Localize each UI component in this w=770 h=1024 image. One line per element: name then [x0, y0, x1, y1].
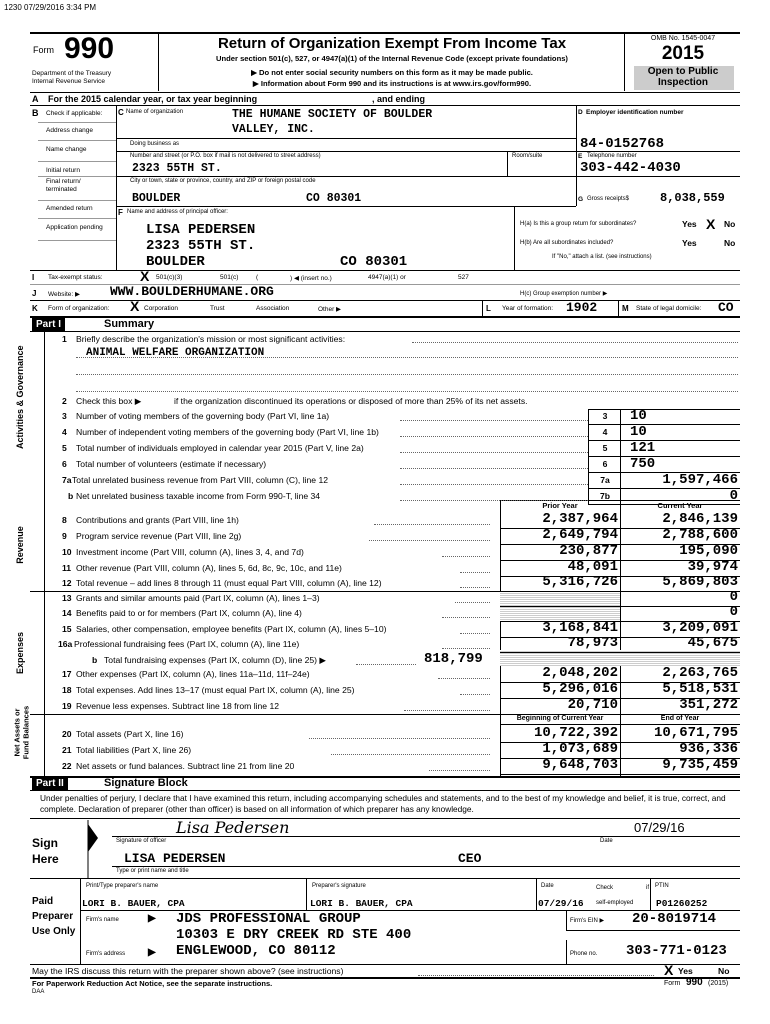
phone-label: Telephone number: [587, 153, 637, 159]
col-current-year: Current Year: [657, 501, 703, 510]
side-expenses: Expenses: [15, 631, 25, 675]
ag-line-value: 10: [630, 408, 647, 424]
inspection: Inspection: [657, 77, 708, 88]
line-a-text: For the 2015 calendar year, or tax year beginning: [48, 94, 258, 104]
revenue-line-prior: 2,649,794: [542, 527, 618, 543]
omb-number: OMB No. 1545-0047: [650, 35, 716, 42]
revenue-line-text: Contributions and grants (Part VIII, line 1h): [76, 515, 239, 525]
discuss-yes[interactable]: Yes: [678, 966, 693, 976]
net-assets-line-num: 21: [62, 745, 72, 755]
footer-form-year: (2015): [708, 980, 729, 987]
firm-phone: 303-771-0123: [626, 943, 727, 959]
officer-state-zip: CO 80301: [340, 254, 408, 270]
net-assets-line-prior: 10,722,392: [533, 725, 618, 741]
net-assets-line-current: 10,671,795: [653, 725, 738, 741]
tax-exempt-label: Tax-exempt status:: [48, 274, 103, 281]
org-street: 2323 55TH ST.: [132, 162, 222, 175]
h-b-yes[interactable]: Yes: [682, 238, 697, 248]
expense-line-text: Professional fundraising fees (Part IX, column (A), line 11e): [74, 639, 300, 649]
expense-total-line-current: 5,518,531: [662, 681, 738, 697]
h-a-no[interactable]: No: [724, 219, 736, 229]
discuss-no[interactable]: No: [718, 966, 730, 976]
check-address-change[interactable]: Address change: [46, 127, 93, 134]
expense-line-text: Benefits paid to or for members (Part IX, column (A), line 4): [76, 608, 302, 618]
firm-ein: 20-8019714: [632, 911, 717, 927]
part-2-label: Part II: [32, 777, 68, 790]
line-16b-num: b: [92, 655, 98, 665]
col-prior-year: Prior Year: [542, 501, 578, 510]
preparer-date: 07/29/16: [538, 898, 584, 909]
trust-option[interactable]: Trust: [210, 305, 225, 312]
sec-b-label: B: [32, 108, 39, 118]
sec-i-label: I: [32, 273, 35, 282]
footer-form-number: 990: [686, 977, 703, 988]
ag-line-box: 7a: [600, 475, 610, 485]
expense-line-current: 0: [729, 604, 738, 620]
discuss-yes-checkmark[interactable]: X: [664, 962, 674, 978]
side-fund-balances: Fund Balances: [21, 705, 31, 760]
sec-e-label: E: [578, 153, 583, 160]
dba-label: Doing business as: [130, 141, 180, 147]
sign-label: Sign: [32, 836, 58, 850]
signature-label: Signature of officer: [116, 838, 167, 844]
website-label: Website: ▶: [48, 291, 80, 298]
ag-line-num: 5: [62, 443, 67, 453]
h-a-no-checkmark[interactable]: X: [706, 216, 716, 232]
4947-option[interactable]: 4947(a)(1) or: [368, 274, 406, 281]
org-phone: 303-442-4030: [580, 160, 681, 176]
revenue-line-num: 11: [62, 563, 72, 573]
ag-line-text: Total unrelated business revenue from Part VIII, column (C), line 12: [72, 475, 329, 485]
revenue-line-current: 5,869,803: [662, 574, 738, 590]
firm-ein-label: Firm's EIN ▶: [570, 918, 605, 924]
org-state-zip: CO 80301: [306, 192, 362, 205]
firm-name-label: Firm's name: [86, 917, 119, 923]
expense-total-line-prior: 2,048,202: [542, 665, 618, 681]
print-stamp: 1230 07/29/2016 3:34 PM: [4, 3, 97, 12]
revenue-line-text: Investment income (Part VIII, column (A), lines 3, 4, and 7d): [76, 547, 304, 557]
phone-no-label: Phone no.: [570, 951, 598, 957]
perjury-statement: Under penalties of perjury, I declare that I have examined this return, including accompanying schedules and statements, and to the best of my knowledge and belief, it is true, correct, and complete. Declaration of preparer (other than officer) is based on all information of which preparer has any knowledge.: [40, 793, 726, 814]
ag-line-box: 4: [602, 427, 608, 437]
expense-line-current: 3,209,091: [662, 620, 738, 636]
revenue-line-num: 10: [62, 547, 72, 557]
discuss-question: May the IRS discuss this return with the preparer shown above? (see instructions): [32, 966, 344, 976]
ag-line-num: 7a: [62, 475, 72, 485]
check-application-pending[interactable]: Application pending: [46, 224, 103, 231]
preparer-sig-header: Preparer's signature: [312, 883, 366, 889]
ag-line-text: Number of independent voting members of the governing body (Part VI, line 1b): [76, 427, 379, 437]
firm-address-label: Firm's address: [86, 951, 126, 957]
h-b-no[interactable]: No: [724, 238, 736, 248]
net-assets-line-current: 936,336: [679, 741, 738, 757]
signature-date: 07/29/16: [634, 820, 685, 835]
here-label: Here: [32, 852, 59, 866]
revenue-line-num: 8: [62, 515, 67, 525]
org-name-line2: VALLEY, INC.: [232, 123, 315, 136]
mission-statement: ANIMAL WELFARE ORGANIZATION: [86, 347, 265, 359]
ag-line-num: 4: [62, 427, 67, 437]
ag-line-text: Total number of volunteers (estimate if necessary): [76, 459, 267, 469]
revenue-line-current: 2,846,139: [662, 511, 738, 527]
org-name-label: Name of organization: [126, 109, 184, 115]
net-assets-line-num: 22: [62, 761, 72, 771]
expense-total-line-text: Revenue less expenses. Subtract line 18 from line 12: [76, 701, 280, 711]
net-assets-line-prior: 9,648,703: [542, 757, 618, 773]
col-begin-year: Beginning of Current Year: [516, 715, 604, 722]
corporation-checkmark[interactable]: X: [130, 298, 140, 314]
side-activities-governance: Activities & Governance: [15, 345, 25, 449]
check-name-change[interactable]: Name change: [46, 146, 87, 153]
expense-line-text: Salaries, other compensation, employee benefits (Part IX, column (A), lines 5–10): [76, 624, 387, 634]
form-title: Return of Organization Exempt From Income Tax: [217, 35, 567, 52]
501c3-option[interactable]: 501(c)(3): [156, 274, 183, 281]
check-initial-return[interactable]: Initial return: [46, 167, 80, 174]
net-assets-line-text: Total assets (Part X, line 16): [76, 729, 184, 739]
net-assets-line-text: Total liabilities (Part X, line 26): [76, 745, 192, 755]
firm-address-line1: 10303 E DRY CREEK RD STE 400: [176, 927, 412, 943]
part-1-label: Part I: [32, 318, 65, 331]
expense-line-num: 15: [62, 624, 72, 634]
room-suite-label: Room/suite: [512, 153, 543, 159]
sec-j-label: J: [32, 289, 37, 298]
expense-total-line-prior: 20,710: [567, 697, 618, 713]
form-subtitle: Under section 501(c), 527, or 4947(a)(1) of the Internal Revenue Code (except private foundations): [216, 54, 568, 63]
ag-line-box: 7b: [599, 491, 611, 501]
ag-line-box: 3: [602, 411, 608, 421]
firm-address-line2: ENGLEWOOD, CO 80112: [176, 943, 336, 959]
ag-line-text: Number of voting members of the governing body (Part VI, line 1a): [76, 411, 330, 421]
open-public: Open to Public: [647, 66, 719, 77]
line-2-checkbox[interactable]: Check this box ▶: [76, 396, 142, 406]
col-end-year: End of Year: [660, 715, 700, 722]
501c-open-paren: (: [256, 274, 259, 281]
ag-line-value: 1,597,466: [662, 472, 738, 488]
use-only-label: Use Only: [32, 926, 76, 937]
net-assets-line-num: 20: [62, 729, 72, 739]
org-city: BOULDER: [132, 192, 181, 205]
revenue-line-num: 12: [62, 578, 72, 588]
form-of-org-label: Form of organization:: [48, 305, 110, 312]
revenue-line-prior: 5,316,726: [542, 574, 618, 590]
expense-total-line-text: Other expenses (Part IX, column (A), lines 11a–11d, 11f–24e): [76, 669, 310, 679]
paid-label: Paid: [32, 896, 54, 907]
revenue-line-current: 2,788,600: [662, 527, 738, 543]
legal-domicile: CO: [718, 300, 734, 315]
check-amended-return[interactable]: Amended return: [46, 205, 93, 212]
501c3-checkmark[interactable]: X: [140, 268, 150, 284]
self-employed[interactable]: self-employed: [596, 900, 634, 906]
ptin-header: PTIN: [655, 883, 669, 889]
check-if-header: if: [646, 885, 649, 891]
net-assets-line-prior: 1,073,689: [542, 741, 618, 757]
sec-f-label: F: [118, 208, 123, 217]
officer-signature[interactable]: Lisa Pedersen: [176, 818, 290, 837]
ag-line-box: 5: [602, 443, 608, 453]
line-16b-value: 818,799: [424, 651, 483, 667]
revenue-line-text: Total revenue – add lines 8 through 11 (must equal Part VIII, column (A), line 12): [76, 578, 382, 588]
firm-name: JDS PROFESSIONAL GROUP: [176, 911, 361, 927]
ag-line-value: 121: [630, 440, 656, 456]
revenue-line-current: 195,090: [679, 543, 738, 559]
org-ein: 84-0152768: [580, 136, 665, 152]
officer-city: BOULDER: [146, 254, 205, 270]
date-label: Date: [600, 838, 613, 844]
other-option[interactable]: Other ▶: [318, 306, 342, 313]
signer-name: LISA PEDERSEN: [124, 851, 226, 866]
org-name-line1: THE HUMANE SOCIETY OF BOULDER: [232, 108, 433, 121]
ssn-note: ▶ Do not enter social security numbers on this form as it may be made public.: [251, 68, 533, 77]
officer-label: Name and address of principal officer:: [127, 209, 228, 215]
sec-m-label: M: [622, 304, 629, 313]
ein-label: Employer identification number: [586, 109, 684, 116]
city-label: City or town, state or province, country, and ZIP or foreign postal code: [130, 178, 316, 184]
info-note: ▶ Information about Form 990 and its instructions is at www.irs.gov/form990.: [252, 79, 532, 88]
check-header: Check: [596, 885, 614, 891]
check-final-return[interactable]: Final return/ terminated: [46, 178, 81, 193]
net-assets-line-current: 9,735,459: [662, 757, 738, 773]
type-name-label: Type or print name and title: [116, 868, 189, 874]
revenue-line-prior: 48,091: [567, 559, 618, 575]
501c-option[interactable]: 501(c): [220, 274, 239, 281]
sec-k-label: K: [32, 304, 38, 313]
h-b-note: If "No," attach a list. (see instructions): [552, 254, 652, 260]
legal-domicile-label: State of legal domicile:: [636, 305, 702, 312]
revenue-line-current: 39,974: [687, 559, 738, 575]
sec-d-label: D: [578, 109, 583, 116]
h-c-label: H(c) Group exemption number ▶: [520, 291, 608, 297]
line-1-text: Briefly describe the organization's mission or most significant activities:: [76, 334, 346, 344]
tax-year: 2015: [661, 43, 705, 64]
preparer-ptin: P01260252: [656, 898, 708, 909]
ag-line-value: 750: [630, 456, 656, 472]
irs-label: Internal Revenue Service: [32, 78, 105, 85]
preparer-signature: LORI B. BAUER, CPA: [310, 898, 413, 909]
line-2-text: if the organization discontinued its operations or disposed of more than 25% of its net assets.: [174, 396, 528, 406]
dept-treasury: Department of the Treasury: [32, 70, 112, 77]
year-formation: 1902: [566, 300, 598, 315]
expense-line-text: Grants and similar amounts paid (Part IX, column (A), lines 1–3): [76, 593, 320, 603]
footer-form-label: Form: [664, 980, 681, 987]
expense-line-current: 45,675: [687, 635, 738, 651]
ag-line-value: 10: [630, 424, 647, 440]
officer-street: 2323 55TH ST.: [146, 238, 256, 254]
officer-name: LISA PEDERSEN: [146, 222, 256, 238]
signer-title: CEO: [458, 851, 482, 866]
ag-line-num: 6: [62, 459, 67, 469]
ag-line-value: 0: [729, 488, 738, 504]
net-assets-line-text: Net assets or fund balances. Subtract line 21 from line 20: [76, 761, 295, 771]
association-option[interactable]: Association: [256, 305, 290, 312]
side-revenue: Revenue: [15, 526, 25, 564]
ag-line-num: 3: [62, 411, 67, 421]
ag-line-text: Net unrelated business taxable income from Form 990-T, line 34: [76, 491, 321, 501]
expense-line-num: 13: [62, 593, 72, 603]
daa-label: DAA: [32, 989, 45, 995]
corporation-option[interactable]: Corporation: [144, 305, 178, 312]
revenue-line-text: Other revenue (Part VIII, column (A), lines 5, 6d, 8c, 9c, 10c, and 11e): [76, 563, 342, 573]
expense-line-num: 14: [62, 608, 72, 618]
ag-line-box: 6: [602, 459, 608, 469]
expense-total-line-num: 19: [62, 701, 72, 711]
year-formation-label: Year of formation:: [502, 305, 554, 312]
line-a-ending: , and ending: [372, 94, 425, 104]
preparer-label: Preparer: [32, 911, 74, 922]
expense-line-prior: 3,168,841: [542, 620, 618, 636]
revenue-line-num: 9: [62, 531, 67, 541]
sec-g-label: G: [578, 196, 584, 203]
h-a-yes[interactable]: Yes: [682, 219, 697, 229]
ag-line-num: b: [68, 491, 74, 501]
line-16b-text: Total fundraising expenses (Part IX, column (D), line 25) ▶: [104, 655, 327, 665]
sec-c-label: C: [118, 108, 124, 117]
part-1-title: Summary: [104, 318, 155, 330]
revenue-line-prior: 2,387,964: [542, 511, 618, 527]
expense-total-line-num: 18: [62, 685, 72, 695]
ag-line-text: Total number of individuals employed in calendar year 2015 (Part V, line 2a): [76, 443, 364, 453]
expense-line-num: 16a: [58, 639, 73, 649]
expense-line-prior: 78,973: [567, 635, 618, 651]
gross-receipts-label: Gross receipts$: [587, 196, 630, 202]
part-2-title: Signature Block: [104, 777, 188, 789]
line-a-label: A: [32, 94, 39, 104]
527-option[interactable]: 527: [458, 274, 469, 281]
expense-total-line-text: Total expenses. Add lines 13–17 (must equal Part IX, column (A), line 25): [76, 685, 355, 695]
preparer-date-header: Date: [541, 883, 554, 889]
h-b-question: H(b) Are all subordinates included?: [520, 240, 614, 246]
form-number: 990: [64, 32, 115, 65]
expense-total-line-current: 351,272: [679, 697, 738, 713]
side-net-assets: Net Assets or: [12, 708, 22, 757]
expense-total-line-current: 2,263,765: [662, 665, 738, 681]
form-label: Form: [33, 45, 54, 55]
revenue-line-prior: 230,877: [559, 543, 618, 559]
preparer-name-header: Print/Type preparer's name: [86, 883, 159, 889]
sign-arrow-icon: [86, 820, 100, 878]
revenue-line-text: Program service revenue (Part VIII, line 2g): [76, 531, 242, 541]
gross-receipts: 8,038,559: [660, 191, 725, 205]
line-2-num: 2: [62, 396, 67, 406]
expense-total-line-prior: 5,296,016: [542, 681, 618, 697]
h-a-question: H(a) Is this a group return for subordinates?: [520, 221, 637, 227]
expense-line-current: 0: [729, 589, 738, 605]
expense-total-line-num: 17: [62, 669, 72, 679]
line-1-num: 1: [62, 334, 67, 344]
org-website[interactable]: WWW.BOULDERHUMANE.ORG: [110, 284, 274, 299]
street-label: Number and street (or P.O. box if mail is not delivered to street address): [130, 153, 321, 159]
501c-insert-no: ) ◀ (insert no.): [290, 275, 332, 282]
sec-b-text: Check if applicable:: [46, 110, 103, 117]
preparer-name: LORI B. BAUER, CPA: [82, 898, 185, 909]
sec-l-label: L: [486, 304, 491, 313]
paperwork-notice: For Paperwork Reduction Act Notice, see the separate instructions.: [32, 979, 273, 988]
